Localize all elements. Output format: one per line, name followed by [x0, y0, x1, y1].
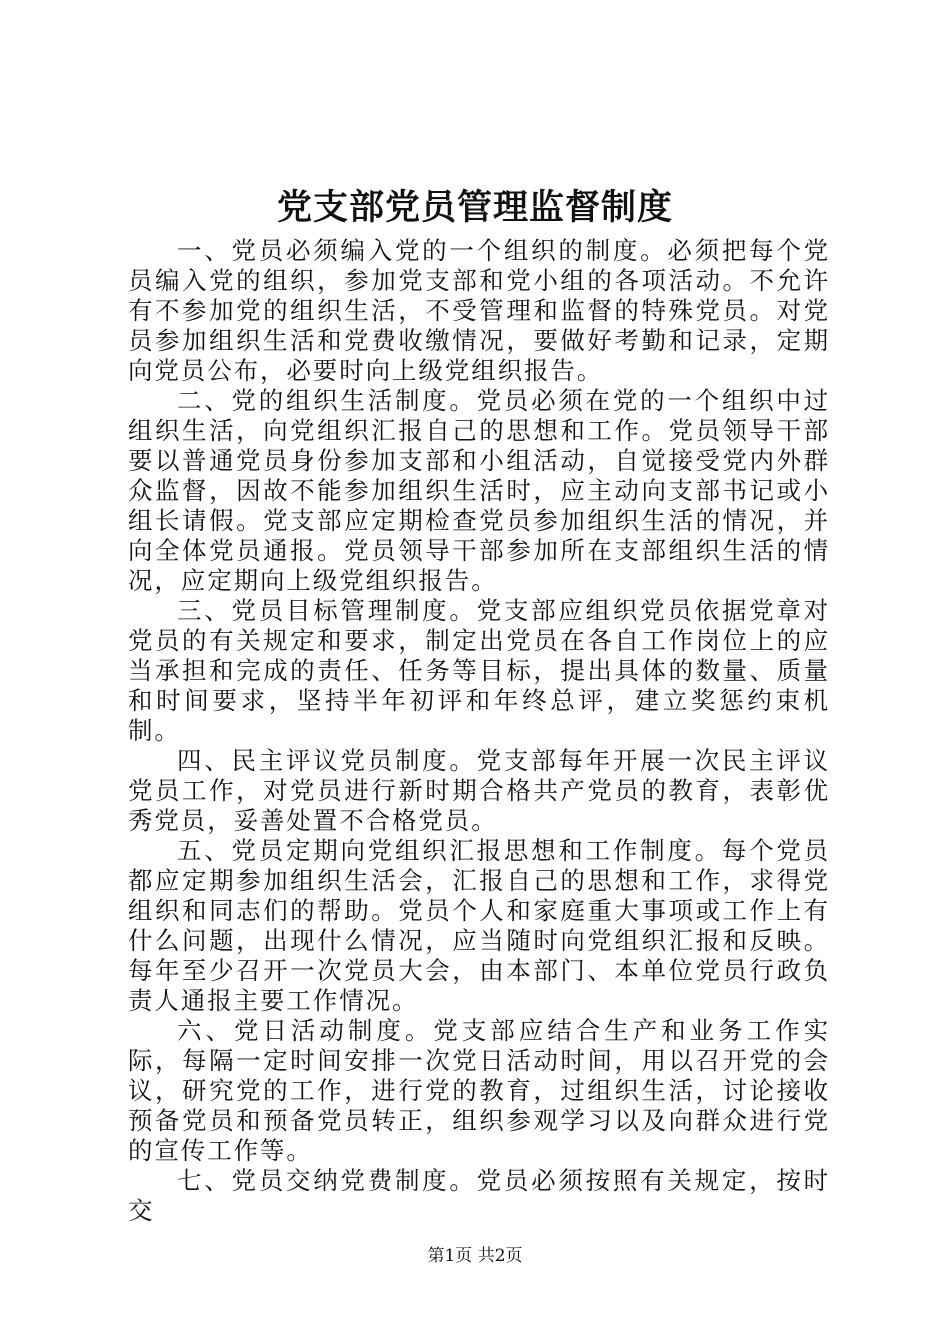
paragraph-4: 四、民主评议党员制度。党支部每年开展一次民主评议党员工作，对党员进行新时期合格共产党员的教育，表彰优秀党员，妥善处置不合格党员。 — [128, 746, 830, 835]
paragraph-7: 七、党员交纳党费制度。党员必须按照有关规定，按时交 — [128, 1166, 830, 1225]
paragraph-3: 三、党员目标管理制度。党支部应组织党员依据党章对党员的有关规定和要求，制定出党员在各自工作岗位上的应当承担和完成的责任、任务等目标，提出具体的数量、质量和时间要求，坚持半年初评和年终总评，建立奖惩约束机制。 — [128, 596, 830, 745]
paragraph-2: 二、党的组织生活制度。党员必须在党的一个组织中过组织生活，向党组织汇报自己的思想和工作。党员领导干部要以普通党员身份参加支部和小组活动，自觉接受党内外群众监督，因故不能参加组织生活时，应主动向支部书记或小组长请假。党支部应定期检查党员参加组织生活的情况，并向全体党员通报。党员领导干部参加所在支部组织生活的情况，应定期向上级党组织报告。 — [128, 386, 830, 595]
document-body — [128, 236, 830, 1226]
page-footer: 第1页 共2页 — [427, 1246, 523, 1266]
document-title: 党支部党员管理监督制度 — [276, 187, 673, 228]
paragraph-6: 六、党日活动制度。党支部应结合生产和业务工作实际，每隔一定时间安排一次党日活动时间，用以召开党的会议，研究党的工作，进行党的教育，过组织生活，讨论接收预备党员和预备党员转正，组织参观学习以及向群众进行党的宣传工作等。 — [128, 1016, 830, 1165]
paragraph-1: 一、党员必须编入党的一个组织的制度。必须把每个党员编入党的组织，参加党支部和党小组的各项活动。不允许有不参加党的组织生活，不受管理和监督的特殊党员。对党员参加组织生活和党费收缴情况，要做好考勤和记录，定期向党员公布，必要时向上级党组织报告。 — [128, 236, 830, 385]
paragraph-5: 五、党员定期向党组织汇报思想和工作制度。每个党员都应定期参加组织生活会，汇报自己的思想和工作，求得党组织和同志们的帮助。党员个人和家庭重大事项或工作上有什么问题，出现什么情况，应当随时向党组织汇报和反映。每年至少召开一次党员大会，由本部门、本单位党员行政负责人通报主要工作情况。 — [128, 836, 830, 1015]
